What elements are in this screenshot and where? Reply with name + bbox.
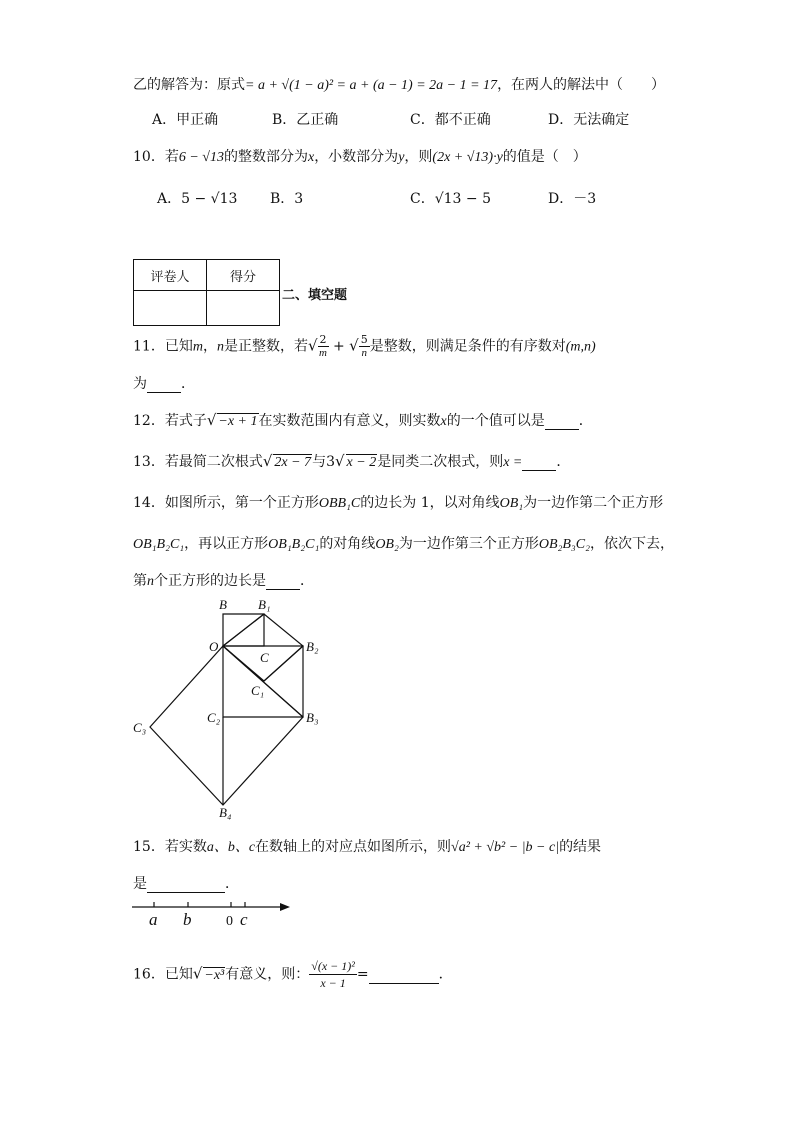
q11-m: m xyxy=(192,339,203,355)
q10-text3: ，则 xyxy=(404,149,433,165)
label-b2: B₂ xyxy=(306,639,319,654)
segment-c1-b2 xyxy=(264,646,303,681)
square-4 xyxy=(150,646,303,805)
label-c: C xyxy=(260,650,269,665)
q10-var-x: x xyxy=(307,150,315,165)
score-table-score-header: 得分 xyxy=(207,260,280,291)
q10-option-b: B．3 xyxy=(270,191,304,207)
radical-icon: √ xyxy=(262,452,273,470)
q16-answer-blank[interactable] xyxy=(369,967,439,984)
q14-square-figure xyxy=(130,595,330,820)
axis-label-c: c xyxy=(240,910,248,929)
q14-line1: 14．如图所示，第一个正方形OBB₁C的边长为 1，以对角线OB₁为一边作第二个正方形 xyxy=(133,495,664,511)
q13-expr1: 2x − 7 xyxy=(274,455,312,470)
q13-answer-blank[interactable] xyxy=(522,454,556,471)
q11-text-c: 是整数，则满足条件的有序数对 xyxy=(369,338,566,355)
q15-number-line xyxy=(130,895,295,931)
q10-text4: 的值是（ ） xyxy=(502,149,587,165)
label-b1: B₁ xyxy=(258,597,271,612)
label-c3: C₃ xyxy=(133,720,147,735)
q9-expression: = a + √(1 − a)² = a + (a − 1) = 2a − 1 = 17 xyxy=(245,78,498,93)
q13-line: 13．若最简二次根式√ 2x − 7与3√ x − 2是同类二次根式，则x = ． xyxy=(133,452,571,470)
q11-sep: ， xyxy=(202,338,217,355)
q13-expr2: x − 2 xyxy=(346,455,377,470)
q11-pair: (m,n) xyxy=(565,339,596,355)
q14-answer-blank[interactable] xyxy=(266,573,300,590)
q11-line2: 为 ． xyxy=(133,376,195,392)
radical-icon: √ xyxy=(192,964,203,983)
axis-label-b: b xyxy=(183,910,192,929)
q11-line1: 11．已知m，n是正整数，若√ $\frac{2}{m}$ + √ $\frac{5}{n}$ 是整数，则满足条件的有序数对(m,n) xyxy=(133,333,596,359)
axis-label-a: a xyxy=(149,910,158,929)
q14-line3: 第n个正方形的边长是 ． xyxy=(133,573,314,589)
q9-option-c: C．都不正确 xyxy=(410,112,491,128)
q11-frac2: $\frac{5}{n}$ xyxy=(360,333,368,359)
diagonal-ob1 xyxy=(223,614,264,646)
q9-option-d: D．无法确定 xyxy=(548,112,630,128)
q10-var-y: y xyxy=(398,150,405,165)
q10-option-c: C．√13 − 5 xyxy=(410,191,491,207)
q9-prefix: 乙的解答为：原式 xyxy=(133,77,245,93)
q11-frac1: $\frac{2}{m}$ xyxy=(319,333,327,359)
q16-line: 16．已知√ −x³有意义，则： $\frac{\text{√(x − 1)²}}{x - 1}$ = ． xyxy=(133,959,453,990)
score-table-grader-cell xyxy=(134,291,207,326)
axis-arrow-icon xyxy=(280,903,290,911)
label-b3: B₃ xyxy=(306,710,319,725)
q10-text1: 的整数部分为 xyxy=(223,149,308,165)
q10-num: 10．若 xyxy=(133,149,179,165)
q11-n: n xyxy=(216,339,224,355)
q9-line xyxy=(133,74,665,94)
radical-icon: √ xyxy=(349,336,359,355)
q16-expr1: −x³ xyxy=(204,967,225,983)
q10-option-a: A．5 − √13 xyxy=(157,191,238,207)
square-2 xyxy=(223,614,303,681)
label-b: B xyxy=(219,597,227,612)
q10-option-d: D．－3 xyxy=(548,191,597,207)
q9-option-b: B．乙正确 xyxy=(272,112,339,128)
q10-line xyxy=(133,146,587,166)
score-table-score-cell xyxy=(207,291,280,326)
label-b4: B₄ xyxy=(219,805,232,820)
q10-expr1: 6 − √13 xyxy=(178,150,224,165)
label-c2: C₂ xyxy=(207,710,221,725)
radical-icon: √ xyxy=(307,336,318,355)
q11-answer-blank[interactable] xyxy=(147,376,181,393)
section-heading: 二、填空题 xyxy=(282,288,348,303)
q10-expr2: (2x + √13)·y xyxy=(432,150,503,165)
q11-text-a: 11．已知 xyxy=(133,338,193,355)
q10-text2: ，小数部分为 xyxy=(314,149,399,165)
score-table xyxy=(133,259,280,326)
axis-label-zero: 0 xyxy=(226,914,233,929)
score-table-grader-header: 评卷人 xyxy=(134,260,207,291)
q12-answer-blank[interactable] xyxy=(545,413,579,430)
q9-suffix: ，在两人的解法中（ ） xyxy=(497,77,666,93)
q14-line2: OB₁B₂C₁，再以正方形OB₁B₂C₁的对角线OB₂为一边作第三个正方形OB₂B₃C₂，依次下去， xyxy=(133,536,674,552)
q16-fraction: $\frac{\text{√(x − 1)²}}{x - 1}$ xyxy=(311,959,355,990)
q12-line: 12．若式子√ −x + 1在实数范围内有意义，则实数x的一个值可以是 ． xyxy=(133,411,593,429)
radical-icon: √ xyxy=(334,452,345,470)
radical-icon: √ xyxy=(206,411,217,429)
q15-expr: √a² + √b² − |b − c| xyxy=(451,840,560,855)
q15-answer-blank[interactable] xyxy=(147,876,225,893)
label-o: O xyxy=(209,639,219,654)
q12-expr: −x + 1 xyxy=(218,414,258,429)
q9-option-a: A．甲正确 xyxy=(152,112,219,128)
q11-text-b: 是正整数，若 xyxy=(223,338,308,355)
q15-line1: 15．若实数a、b、c在数轴上的对应点如图所示，则√a² + √b² − |b − c|的结果 xyxy=(133,839,602,855)
q15-line2: 是 ． xyxy=(133,876,239,892)
label-c1: C₁ xyxy=(251,683,265,698)
